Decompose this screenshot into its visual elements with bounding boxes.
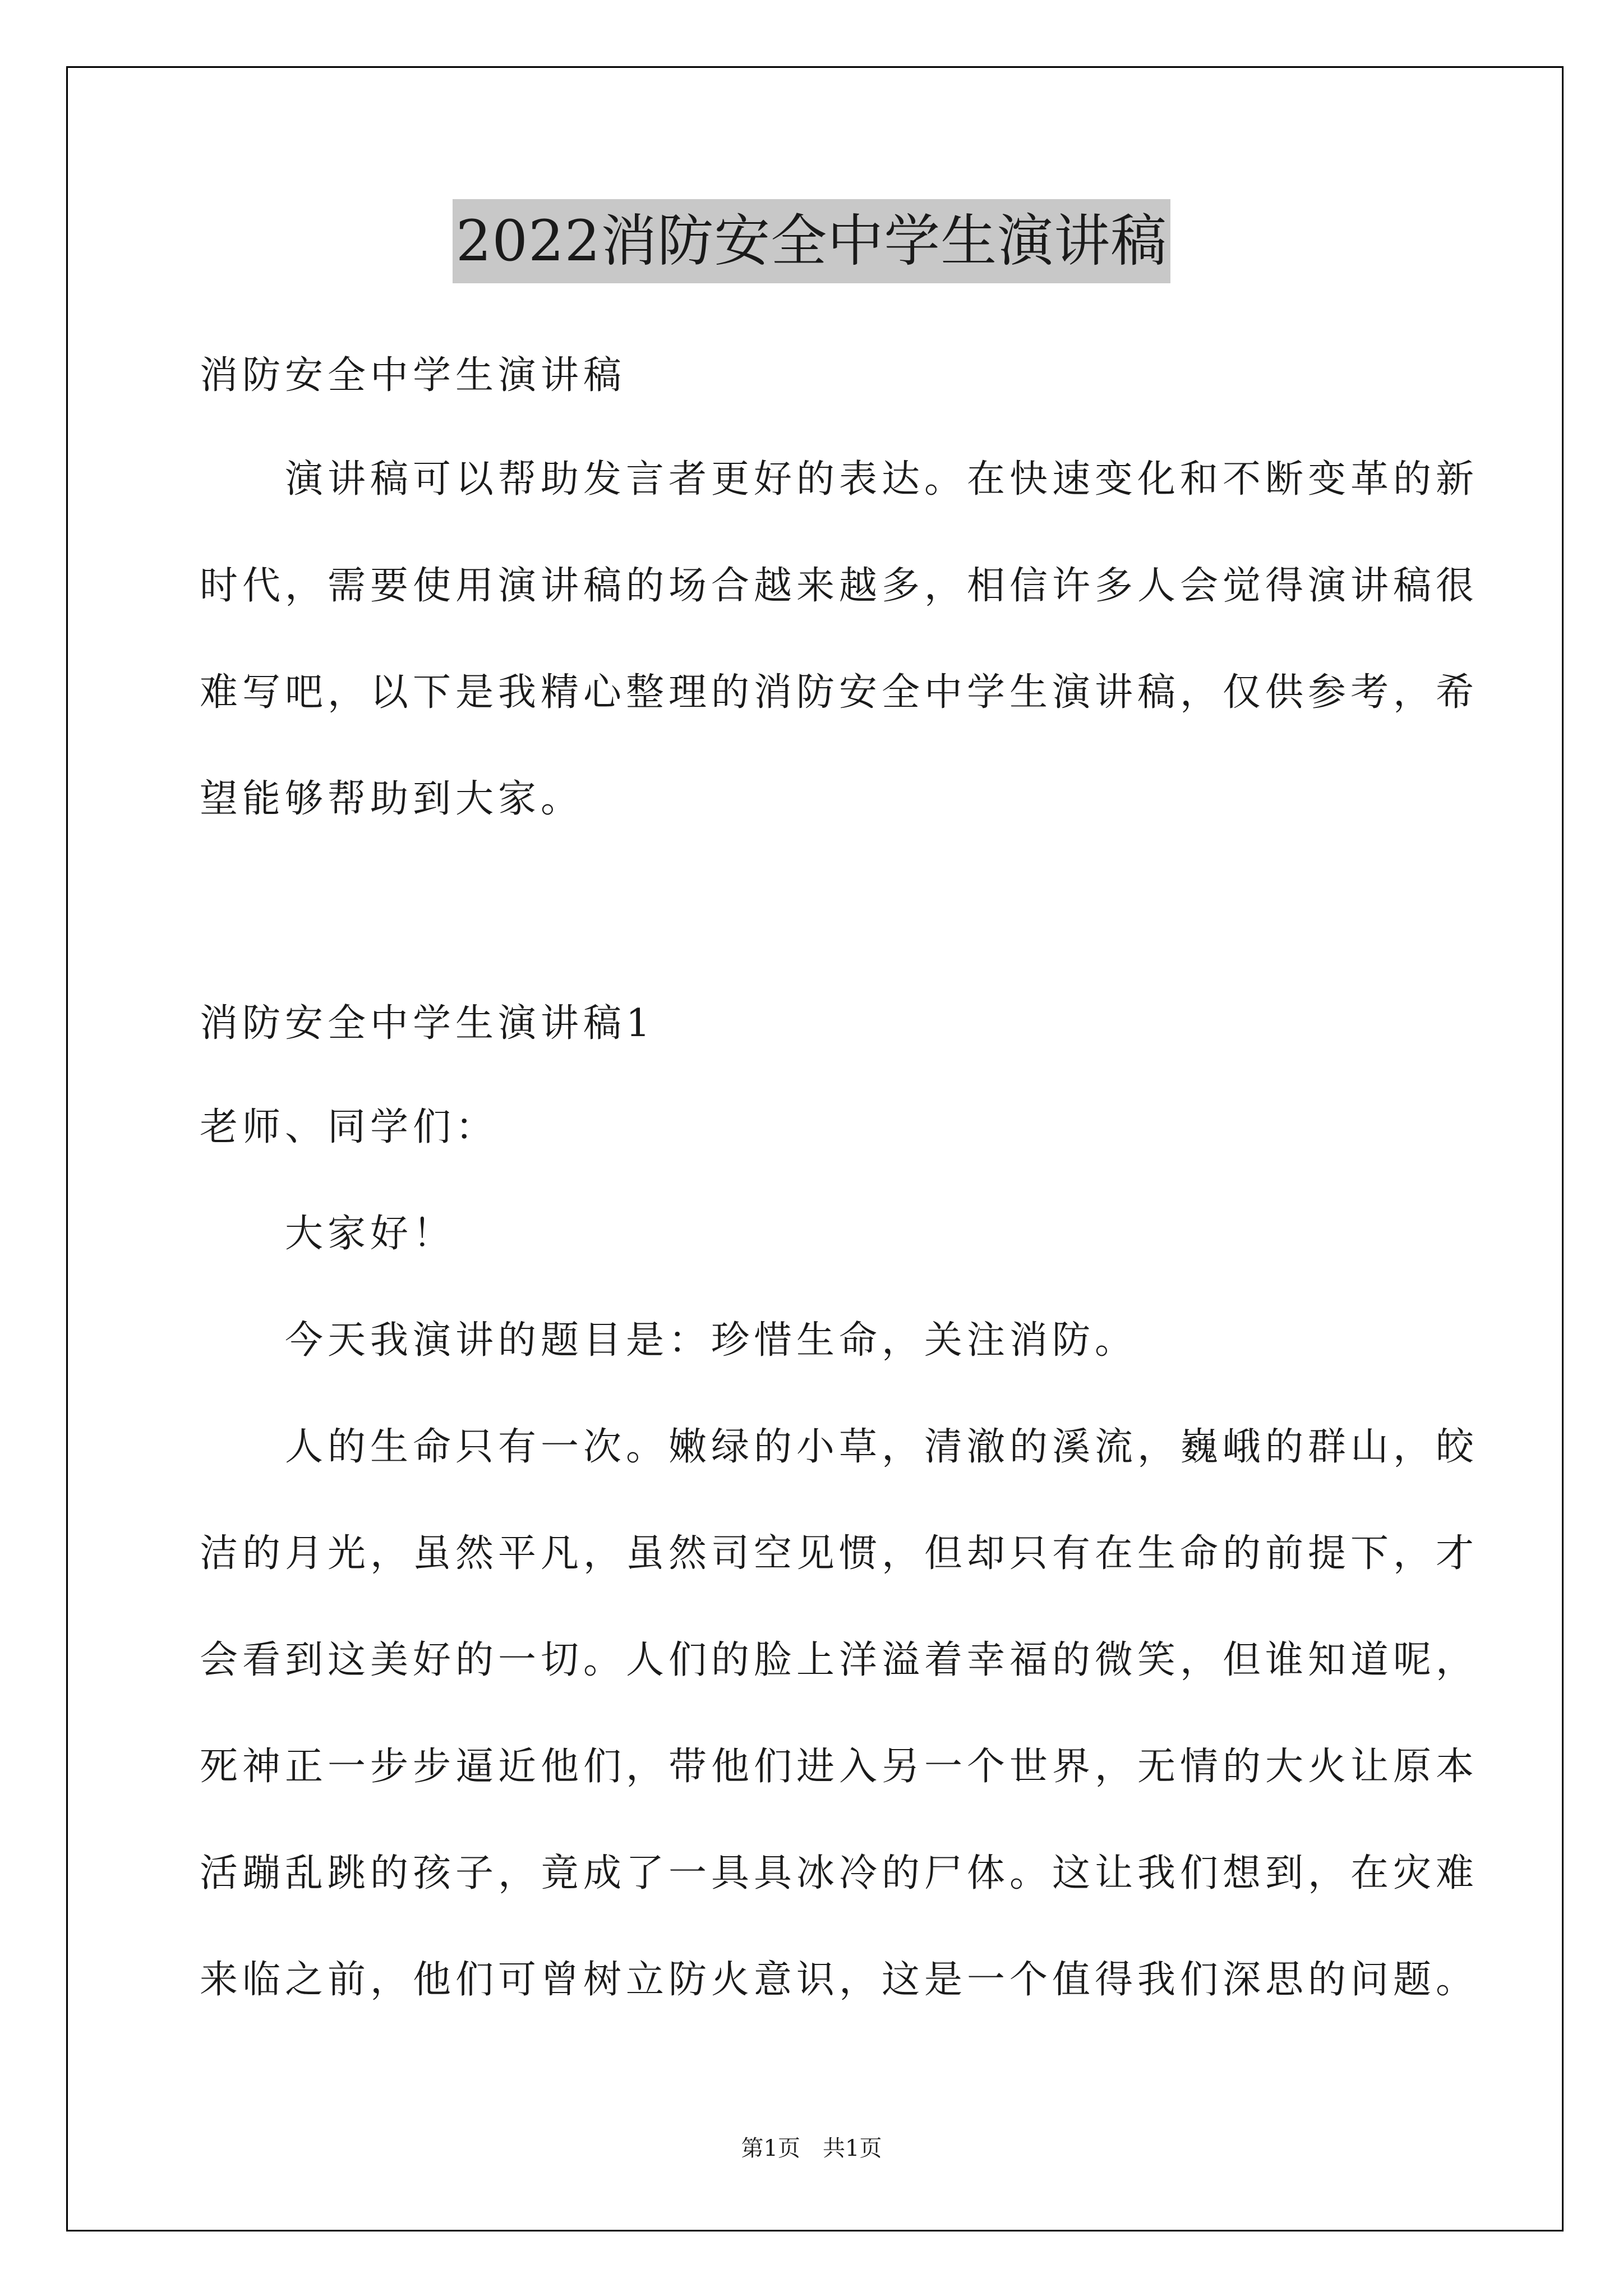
paragraph-line: 望能够帮助到大家。: [200, 777, 584, 821]
page-footer: 第1页 共1页: [741, 2136, 882, 2161]
paragraph-line: 会看到这美好的一切。人们的脸上洋溢着幸福的微笑，但谁知道呢，: [200, 1638, 1479, 1682]
document-title: 2022消防安全中学生演讲稿: [453, 199, 1171, 283]
paragraph-line: 活蹦乱跳的孩子，竟成了一具具冰冷的尸体。这让我们想到，在灾难: [200, 1851, 1479, 1895]
paragraph-line: 演讲稿可以帮助发言者更好的表达。在快速变化和不断变革的新: [200, 457, 1479, 501]
paragraph-line: 时代，需要使用演讲稿的场合越来越多，相信许多人会觉得演讲稿很: [200, 564, 1479, 608]
section-heading: 消防安全中学生演讲稿1: [200, 1001, 655, 1046]
title-container: [0, 199, 1623, 283]
paragraph-line: 死神正一步步逼近他们，带他们进入另一个世界，无情的大火让原本: [200, 1745, 1479, 1789]
greeting-line: 大家好！: [200, 1212, 456, 1256]
paragraph-line: 难写吧，以下是我精心整理的消防安全中学生演讲稿，仅供参考，希: [200, 670, 1479, 715]
paragraph-line: 来临之前，他们可曾树立防火意识，这是一个值得我们深思的问题。: [200, 1958, 1479, 2002]
paragraph-line: 今天我演讲的题目是：珍惜生命，关注消防。: [200, 1318, 1138, 1363]
paragraph-line: 人的生命只有一次。嫩绿的小草，清澈的溪流，巍峨的群山，皎: [200, 1425, 1479, 1469]
paragraph-line: 洁的月光，虽然平凡，虽然司空见惯，但却只有在生命的前提下，才: [200, 1531, 1479, 1576]
salutation-line: 老师、同学们：: [200, 1105, 499, 1149]
subtitle-line: 消防安全中学生演讲稿: [200, 353, 626, 398]
